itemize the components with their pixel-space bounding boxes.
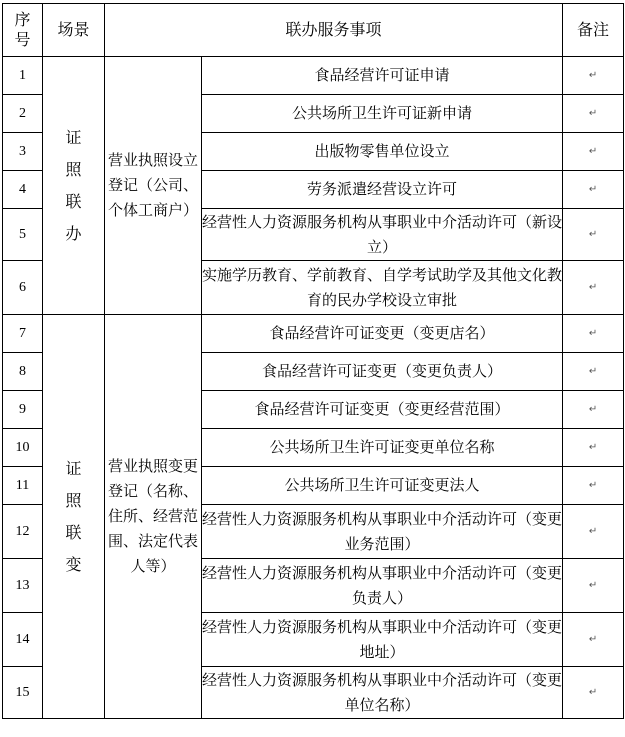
service-item: 经营性人力资源服务机构从事职业中介活动许可（变更地址） (202, 613, 563, 667)
service-item: 公共场所卫生许可证新申请 (202, 95, 563, 133)
row-seq: 11 (3, 467, 43, 505)
service-item: 劳务派遣经营设立许可 (202, 171, 563, 209)
row-seq: 14 (3, 613, 43, 667)
note-cell: ↵ (563, 209, 624, 261)
table-body (3, 57, 624, 719)
row-seq: 5 (3, 209, 43, 261)
service-item: 实施学历教育、学前教育、自学考试助学及其他文化教育的民办学校设立审批 (202, 261, 563, 315)
row-seq: 4 (3, 171, 43, 209)
row-seq: 3 (3, 133, 43, 171)
note-cell: ↵ (563, 171, 624, 209)
service-item: 食品经营许可证申请 (202, 57, 563, 95)
note-cell: ↵ (563, 133, 624, 171)
header-items: 联办服务事项 (105, 4, 563, 57)
row-seq: 2 (3, 95, 43, 133)
service-item: 经营性人力资源服务机构从事职业中介活动许可（新设立） (202, 209, 563, 261)
service-item: 经营性人力资源服务机构从事职业中介活动许可（变更业务范围） (202, 505, 563, 559)
row-seq: 6 (3, 261, 43, 315)
service-item: 经营性人力资源服务机构从事职业中介活动许可（变更单位名称） (202, 667, 563, 719)
note-cell: ↵ (563, 57, 624, 95)
row-seq: 15 (3, 667, 43, 719)
registration-cell: 营业执照变更登记（名称、住所、经营范围、法定代表人等） (105, 315, 202, 719)
note-cell: ↵ (563, 315, 624, 353)
service-item: 经营性人力资源服务机构从事职业中介活动许可（变更负责人） (202, 559, 563, 613)
row-seq: 13 (3, 559, 43, 613)
table-row (3, 315, 624, 353)
note-cell: ↵ (563, 559, 624, 613)
header-row (3, 4, 624, 57)
note-cell: ↵ (563, 261, 624, 315)
registration-cell: 营业执照设立登记（公司、个体工商户） (105, 57, 202, 315)
header-scene: 场景 (43, 4, 105, 57)
service-item: 公共场所卫生许可证变更法人 (202, 467, 563, 505)
table-row (3, 57, 624, 95)
note-cell: ↵ (563, 353, 624, 391)
note-cell: ↵ (563, 667, 624, 719)
service-item: 出版物零售单位设立 (202, 133, 563, 171)
note-cell: ↵ (563, 505, 624, 559)
scene-label: 证照联变 (65, 458, 82, 574)
note-cell: ↵ (563, 95, 624, 133)
row-seq: 9 (3, 391, 43, 429)
header-note: 备注 (563, 4, 624, 57)
note-cell: ↵ (563, 429, 624, 467)
joint-services-table (2, 3, 624, 719)
service-item: 公共场所卫生许可证变更单位名称 (202, 429, 563, 467)
row-seq: 1 (3, 57, 43, 95)
row-seq: 12 (3, 505, 43, 559)
scene-cell (43, 57, 105, 315)
row-seq: 10 (3, 429, 43, 467)
row-seq: 8 (3, 353, 43, 391)
service-item: 食品经营许可证变更（变更经营范围） (202, 391, 563, 429)
service-item: 食品经营许可证变更（变更负责人） (202, 353, 563, 391)
note-cell: ↵ (563, 467, 624, 505)
scene-cell (43, 315, 105, 719)
note-cell: ↵ (563, 391, 624, 429)
row-seq: 7 (3, 315, 43, 353)
scene-label: 证照联办 (65, 127, 82, 243)
service-item: 食品经营许可证变更（变更店名） (202, 315, 563, 353)
header-seq: 序号 (3, 4, 43, 57)
note-cell: ↵ (563, 613, 624, 667)
